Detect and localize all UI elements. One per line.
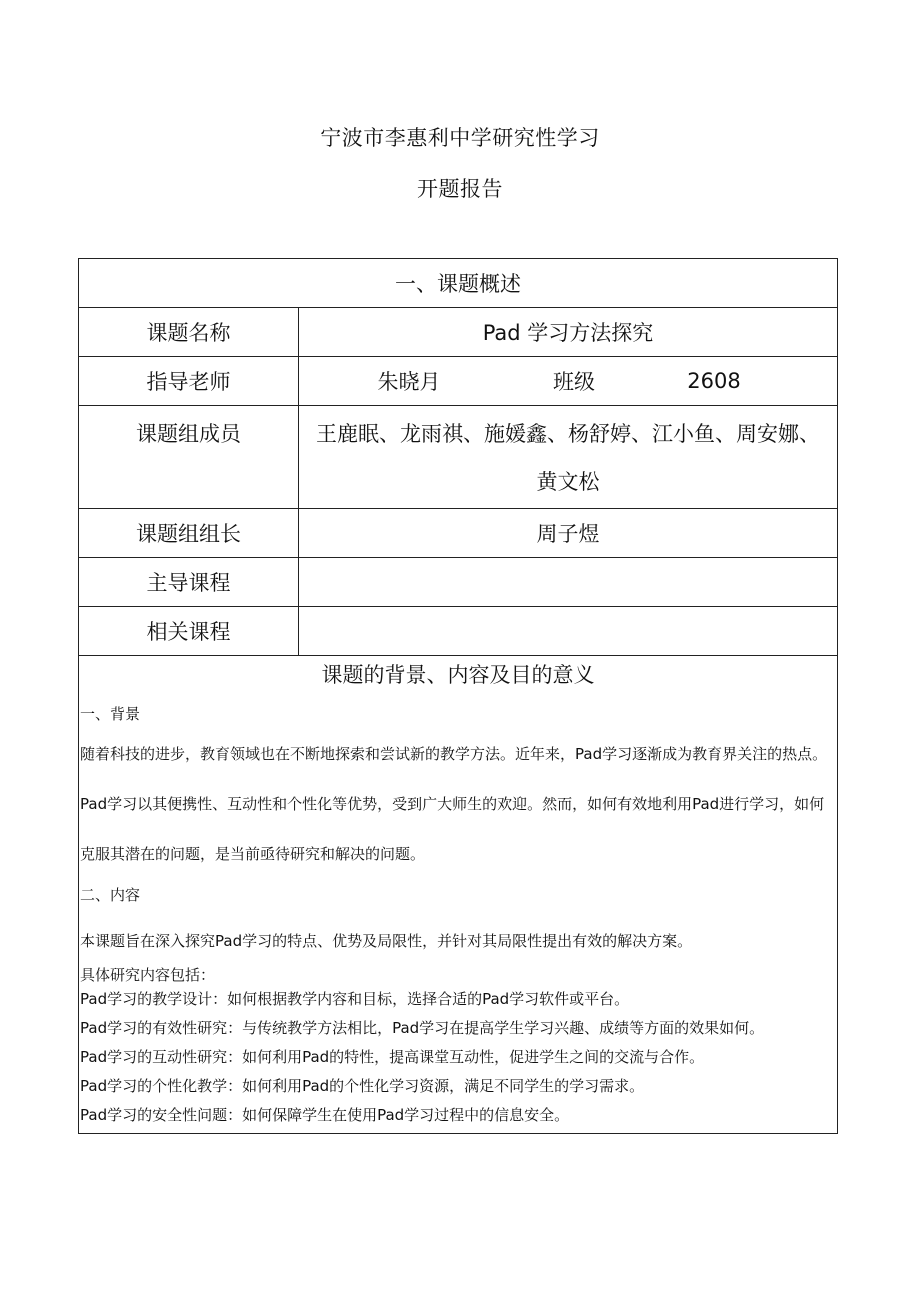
members-line-2: 黄文松 bbox=[536, 470, 600, 494]
teacher-value: 朱晓月 bbox=[377, 370, 441, 394]
background-paragraph: 随着科技的进步，教育领域也在不断地探索和尝试新的教学方法。近年来，Pad学习逐渐成为教育界关注的热点。Pad学习以其便携性、互动性和个性化等优势，受到广大师生的欢迎。然而，如何有效地利用Pad进行学习，如何克服其潜在的问题，是当前亟待研究和解决的问题。 bbox=[80, 745, 828, 863]
main-course-row bbox=[79, 558, 838, 607]
members-value bbox=[299, 406, 837, 508]
document-title: 宁波市李惠利中学研究性学习 bbox=[320, 126, 600, 150]
list-item: Pad学习的互动性研究：如何利用Pad的特性，提高课堂互动性，促进学生之间的交流与合作。 bbox=[80, 1048, 705, 1066]
related-course-value bbox=[299, 607, 838, 656]
topic-value: Pad 学习方法探究 bbox=[299, 308, 838, 357]
background-section-title: 课题的背景、内容及目的意义 bbox=[321, 663, 595, 687]
related-course-label: 相关课程 bbox=[79, 607, 299, 656]
teacher-label: 指导老师 bbox=[79, 357, 299, 406]
members-label: 课题组成员 bbox=[79, 406, 299, 509]
topic-label: 课题名称 bbox=[79, 308, 299, 357]
teacher-class-group bbox=[299, 357, 837, 405]
list-item: Pad学习的教学设计：如何根据教学内容和目标，选择合适的Pad学习软件或平台。 bbox=[80, 990, 630, 1008]
leader-value: 周子煜 bbox=[299, 509, 838, 558]
background-cell bbox=[79, 656, 838, 1134]
cell-bottom-spacer bbox=[79, 1127, 837, 1133]
teacher-row bbox=[79, 357, 838, 406]
main-course-value bbox=[299, 558, 838, 607]
background-row bbox=[79, 656, 838, 1134]
members-line-1: 王鹿眠、龙雨祺、施媛鑫、杨舒婷、江小鱼、周安娜、 bbox=[316, 422, 820, 446]
background-heading: 一、背景 bbox=[80, 705, 141, 723]
content-intro: 本课题旨在深入探究Pad学习的特点、优势及局限性，并针对其局限性提出有效的解决方案。 bbox=[80, 932, 693, 950]
class-label: 班级 bbox=[553, 370, 595, 394]
document-subtitle: 开题报告 bbox=[417, 177, 503, 201]
teacher-class-cell bbox=[299, 357, 838, 406]
members-row bbox=[79, 406, 838, 509]
main-course-label: 主导课程 bbox=[79, 558, 299, 607]
leader-row bbox=[79, 509, 838, 558]
class-value: 2608 bbox=[687, 369, 741, 393]
topic-row bbox=[79, 308, 838, 357]
content-list-intro: 具体研究内容包括： bbox=[80, 966, 216, 984]
list-item: Pad学习的有效性研究：与传统教学方法相比，Pad学习在提高学生学习兴趣、成绩等方面的效果如何。 bbox=[80, 1019, 765, 1037]
list-item: Pad学习的个性化教学：如何利用Pad的个性化学习资源，满足不同学生的学习需求。 bbox=[80, 1077, 645, 1095]
overview-section-title: 一、课题概述 bbox=[79, 259, 838, 308]
report-table bbox=[78, 258, 838, 1134]
list-item: Pad学习的安全性问题：如何保障学生在使用Pad学习过程中的信息安全。 bbox=[80, 1106, 570, 1124]
members-cell bbox=[299, 406, 838, 509]
content-heading: 二、内容 bbox=[80, 886, 141, 904]
content-list bbox=[79, 987, 837, 1127]
overview-header-row bbox=[79, 259, 838, 308]
related-course-row bbox=[79, 607, 838, 656]
leader-label: 课题组组长 bbox=[79, 509, 299, 558]
